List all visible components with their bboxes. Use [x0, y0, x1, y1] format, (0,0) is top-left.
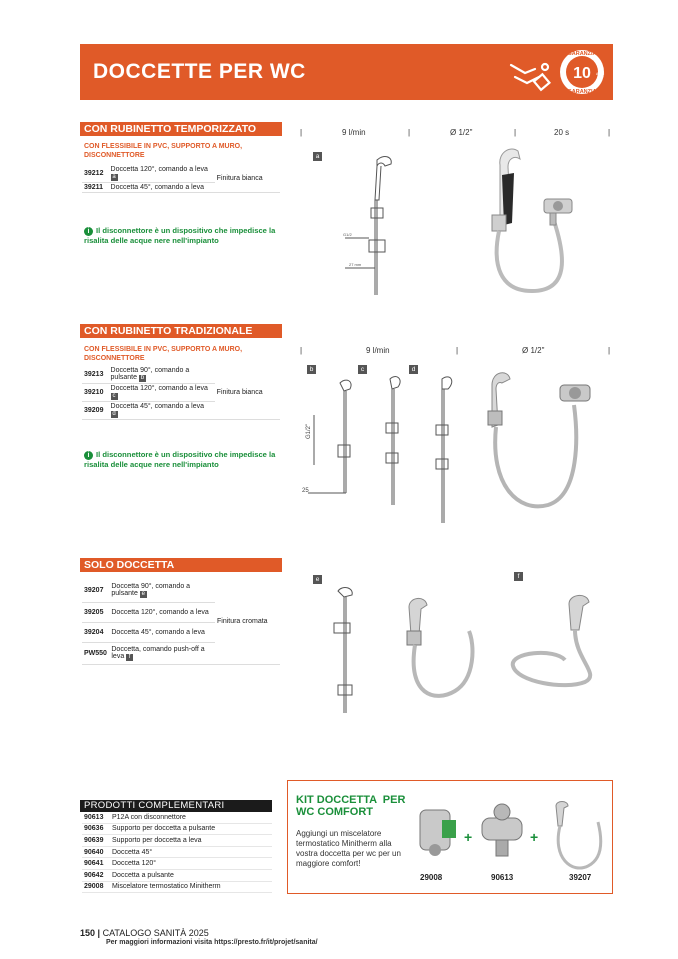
- finish-label: Finitura cromata: [216, 618, 268, 626]
- table-row: [82, 835, 272, 847]
- info-icon: i: [84, 227, 93, 236]
- product-photo-tradizionale: [478, 365, 613, 515]
- table-row: [82, 812, 272, 823]
- product-desc: Doccetta 90°, comando a pulsante: [111, 583, 191, 598]
- product-desc: Doccetta 90°, comando a pulsante: [110, 367, 190, 381]
- section2-note: [84, 450, 279, 469]
- product-desc: Miscelatore termostatico Minitherm: [110, 881, 272, 893]
- section2-specs: | 9 l/min | Ø 1/2" |: [300, 346, 611, 355]
- photo-ref-tag: c: [112, 393, 116, 399]
- dim-label: 27 mm: [349, 262, 362, 267]
- note-text: Il disconnettore è un dispositivo che impedisce la risalita delle acque nere nell'impianto: [84, 450, 276, 469]
- product-desc: Doccetta 120°, comando a leva: [111, 608, 209, 616]
- product-code: 29008: [82, 881, 110, 893]
- kit-item-code: 39207: [569, 873, 592, 882]
- product-code: 39211: [84, 184, 104, 191]
- product-code: 39209: [84, 407, 104, 414]
- page-title: DOCCETTE PER WC: [93, 60, 306, 83]
- section1-note: [84, 226, 279, 245]
- catalog-name: CATALOGO SANITÀ 2025: [102, 928, 209, 938]
- photo-label-d: d: [409, 365, 418, 374]
- product-code: 90641: [82, 858, 110, 870]
- product-code: 90642: [82, 869, 110, 881]
- dim-label: 25: [302, 488, 309, 494]
- product-desc: Doccetta 120°, comando a leva: [110, 166, 208, 173]
- page-footer: 150 | CATALOGO SANITÀ 2025: [80, 928, 209, 938]
- garanzia-text-bottom: GARANZIA: [567, 89, 597, 95]
- photo-label-b: b: [307, 365, 316, 374]
- table-row: [82, 366, 280, 384]
- photo-label-e: e: [313, 575, 322, 584]
- product-code: 90636: [82, 823, 110, 835]
- page-number: 150: [80, 928, 96, 938]
- product-code: PW550: [84, 649, 107, 657]
- product-desc: Supporto per doccetta a pulsante: [110, 823, 272, 835]
- product-photo-solo-doccetta-f: [505, 590, 610, 690]
- footer-info: Per maggiori informazioni visita https://presto.fr/it/projet/sanita/: [106, 939, 318, 946]
- kit-title-line2: WC COMFORT: [296, 806, 373, 818]
- product-desc: Doccetta a pulsante: [110, 869, 272, 881]
- product-code: 90640: [82, 846, 110, 858]
- photo-ref-tag: a: [112, 174, 116, 180]
- table-row: [82, 869, 272, 881]
- table-row: [82, 580, 280, 602]
- complementari-title: PRODOTTI COMPLEMENTARI: [80, 800, 272, 812]
- finish-label: Finitura bianca: [216, 389, 263, 396]
- photo-label-a: a: [313, 152, 322, 161]
- product-code: 39213: [84, 371, 104, 378]
- kit-title-line1: KIT DOCCETTA PER: [296, 794, 406, 806]
- photo-ref-tag: f: [126, 654, 133, 661]
- product-desc: Supporto per doccetta a leva: [110, 835, 272, 847]
- section2-subtitle: CON FLESSIBILE IN PVC, SUPPORTO A MURO, DISCONNETTORE: [84, 346, 243, 362]
- plus-icon: +: [464, 829, 473, 845]
- product-desc: Doccetta 45°, comando a leva: [111, 628, 205, 636]
- garanzia-unit: ANNI: [596, 72, 605, 76]
- product-photo-solo-doccetta-e: [395, 595, 485, 705]
- product-desc: Doccetta 45°, comando a leva: [110, 403, 204, 410]
- garanzia-text: GARANZIA: [567, 51, 597, 57]
- finish-label: Finitura bianca: [216, 175, 263, 182]
- spec-thread: Ø 1/2": [450, 128, 473, 137]
- product-desc: Doccetta 45°: [110, 846, 272, 858]
- section2-title: CON RUBINETTO TRADIZIONALE: [80, 324, 282, 338]
- section1-table: [82, 165, 280, 193]
- garanzia-badge: [505, 47, 610, 97]
- product-desc: Doccetta 120°: [110, 858, 272, 870]
- section1-title: CON RUBINETTO TEMPORIZZATO: [80, 122, 282, 136]
- table-row: [82, 881, 272, 893]
- note-text: Il disconnettore è un dispositivo che impedisce la risalita delle acque nere nell'impianto: [84, 226, 276, 245]
- spec-flow: 9 l/min: [366, 346, 390, 355]
- product-code: 39204: [84, 628, 104, 636]
- product-code: 39210: [84, 389, 104, 396]
- product-desc: Doccetta, comando push-off a leva: [111, 645, 205, 660]
- product-desc: Doccetta 45°, comando a leva: [110, 184, 204, 191]
- table-row: [82, 846, 272, 858]
- spec-flow: 9 l/min: [342, 128, 366, 137]
- info-icon: i: [84, 451, 93, 460]
- product-code: 39212: [84, 170, 104, 177]
- kit-item-code: 29008: [420, 873, 443, 882]
- product-code: 90613: [82, 812, 110, 823]
- technical-drawing-a: [335, 150, 395, 295]
- dim-label: G1/2: [343, 232, 352, 237]
- dim-label: G1/2": [306, 423, 312, 439]
- technical-drawing-e: [320, 585, 360, 715]
- section3-title: SOLO DOCCETTA: [80, 558, 282, 572]
- garanzia-years: 10: [573, 65, 591, 82]
- photo-label-c: c: [358, 365, 367, 374]
- hand-key-icon: [511, 64, 549, 90]
- spec-time: 20 s: [554, 128, 570, 137]
- product-code: 90639: [82, 835, 110, 847]
- kit-text: Aggiungi un miscelatore termostatico Minitherm alla vostra doccetta per wc per un maggiore comfort!: [296, 829, 401, 868]
- table-row: [82, 858, 272, 870]
- plus-icon: +: [530, 829, 539, 845]
- photo-ref-tag: e: [141, 591, 145, 598]
- photo-label-f: f: [514, 572, 523, 581]
- photo-ref-tag: d: [112, 411, 116, 417]
- product-desc: P12A con disconnettore: [110, 812, 272, 823]
- table-row: [82, 823, 272, 835]
- product-photo-temporizzato: [470, 145, 585, 295]
- spec-thread: Ø 1/2": [522, 346, 545, 355]
- product-code: 39205: [84, 608, 104, 616]
- complementari-table: [82, 812, 272, 893]
- product-code: 39207: [84, 587, 104, 595]
- kit-product-images: [412, 798, 608, 878]
- section3-table: [82, 580, 280, 665]
- kit-title: [296, 794, 405, 818]
- section1-subtitle: CON FLESSIBILE IN PVC, SUPPORTO A MURO, DISCONNETTORE: [84, 143, 243, 159]
- product-desc: Doccetta 120°, comando a leva: [110, 385, 208, 392]
- table-row: [82, 165, 280, 183]
- section2-table: [82, 366, 280, 420]
- section1-specs: | 9 l/min | Ø 1/2" | 20 s |: [300, 128, 611, 137]
- technical-drawings-bcd: [300, 375, 465, 527]
- kit-item-code: 90613: [491, 873, 514, 882]
- photo-ref-tag: b: [140, 375, 145, 381]
